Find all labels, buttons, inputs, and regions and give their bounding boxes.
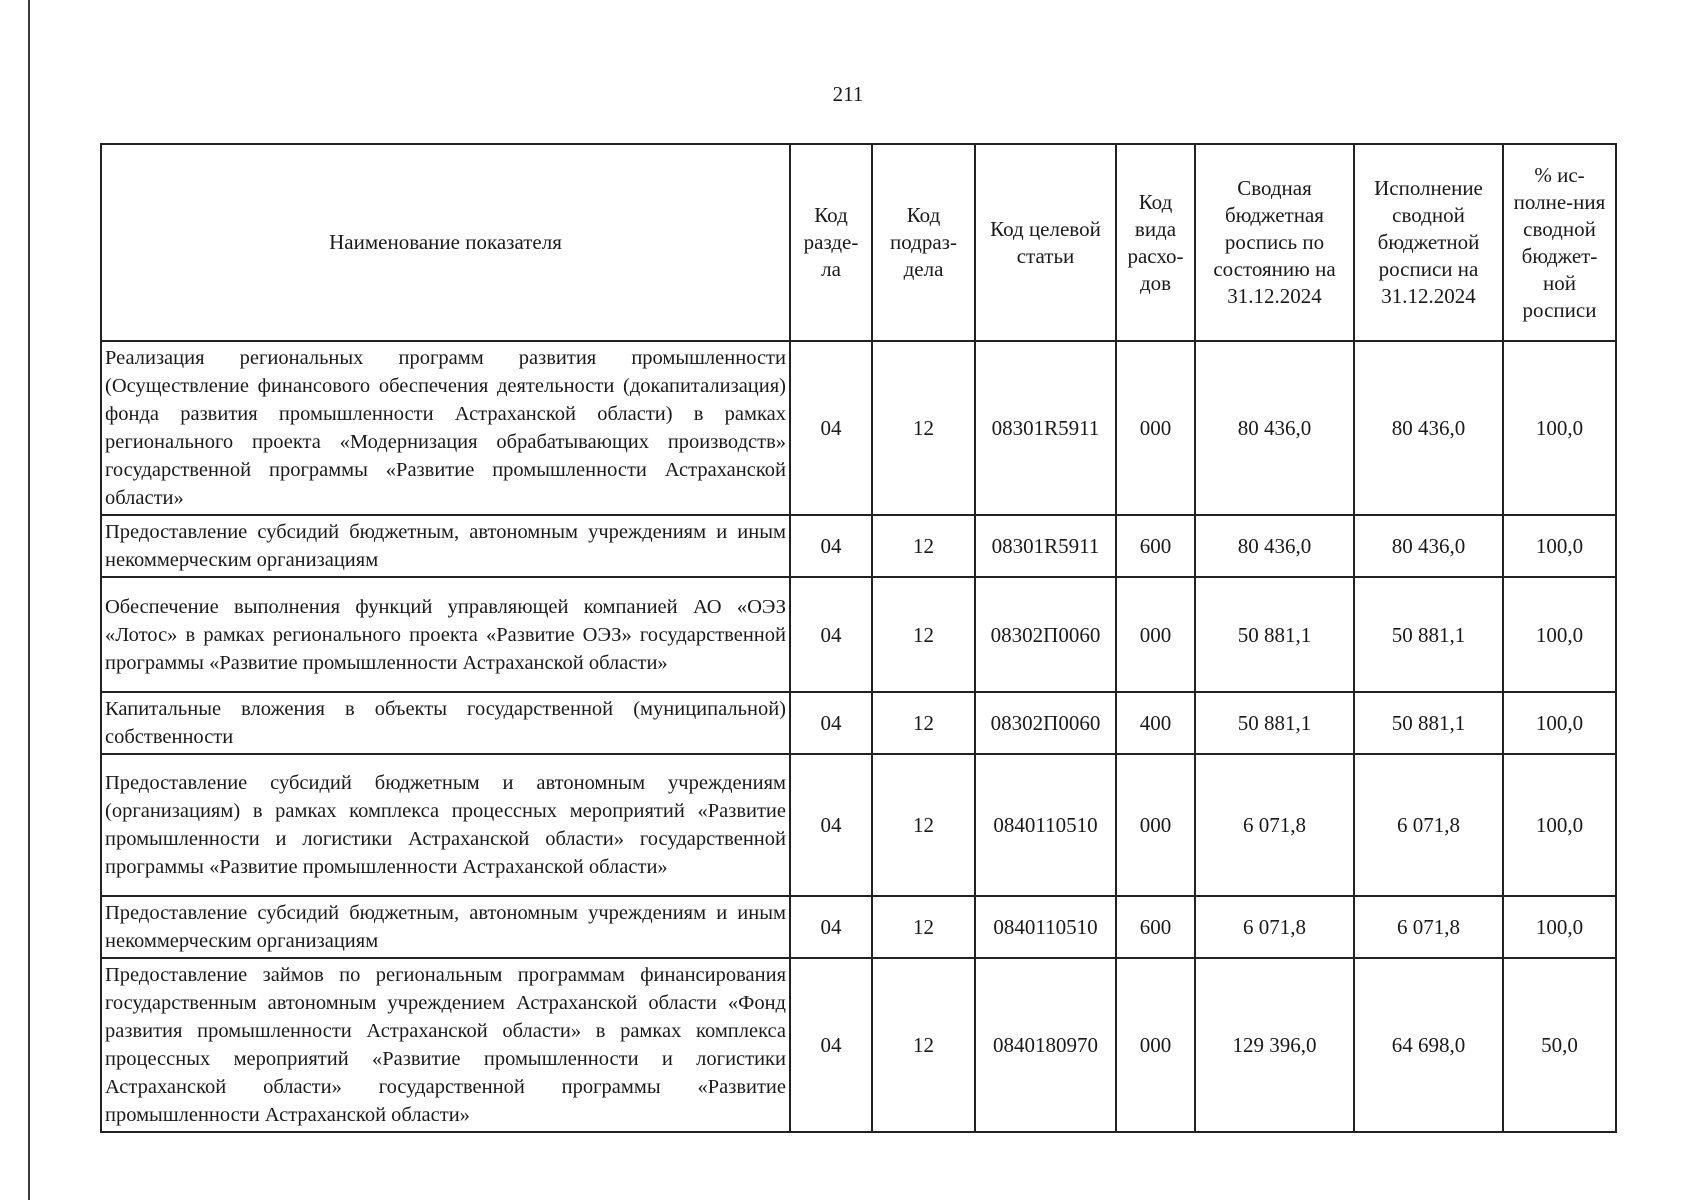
table-row	[101, 515, 1616, 577]
row-section-code: 04	[790, 754, 872, 896]
page-number: 211	[832, 82, 864, 106]
row-planned-value: 80 436,0	[1195, 515, 1354, 577]
row-subsection-code: 12	[872, 577, 975, 692]
row-expense-type-code: 000	[1116, 341, 1195, 515]
row-percent-value: 50,0	[1503, 958, 1616, 1132]
table-header-row	[101, 144, 1616, 341]
header-executed-budget: Исполнение сводной бюджетной росписи на 31.12.2024	[1354, 144, 1503, 341]
row-percent-value: 100,0	[1503, 692, 1616, 754]
row-expense-type-code: 400	[1116, 692, 1195, 754]
row-subsection-code: 12	[872, 692, 975, 754]
header-target-code: Код целевой статьи	[975, 144, 1116, 341]
header-execution-percent: % ис-полне-ния сводной бюджет-ной росписи	[1503, 144, 1616, 341]
row-executed-value: 64 698,0	[1354, 958, 1503, 1132]
row-executed-value: 50 881,1	[1354, 577, 1503, 692]
row-subsection-code: 12	[872, 958, 975, 1132]
row-indicator-name: Реализация региональных программ развития промышленности (Осуществление финансового обеспечения деятельности (докапитализация) фонда развития промышленности Астраханской области) в рамках регионального проекта «Модернизация обрабатывающих производств» государственной программы «Развитие промышленности Астраханской области»	[101, 341, 790, 515]
table-row	[101, 577, 1616, 692]
row-planned-value: 50 881,1	[1195, 577, 1354, 692]
row-executed-value: 80 436,0	[1354, 515, 1503, 577]
header-indicator-name: Наименование показателя	[101, 144, 790, 341]
row-indicator-name: Капитальные вложения в объекты государственной (муниципальной) собственности	[101, 692, 790, 754]
row-indicator-name: Предоставление субсидий бюджетным и автономным учреждениям (организациям) в рамках комплекса процессных мероприятий «Развитие промышленности и логистики Астраханской области» государственной программы «Развитие промышленности Астраханской области»	[101, 754, 790, 896]
row-executed-value: 50 881,1	[1354, 692, 1503, 754]
header-expense-type-code: Код вида расхо-дов	[1116, 144, 1195, 341]
row-executed-value: 80 436,0	[1354, 341, 1503, 515]
row-percent-value: 100,0	[1503, 341, 1616, 515]
row-percent-value: 100,0	[1503, 515, 1616, 577]
scan-margin-line	[28, 0, 30, 1200]
row-section-code: 04	[790, 958, 872, 1132]
row-planned-value: 50 881,1	[1195, 692, 1354, 754]
row-section-code: 04	[790, 577, 872, 692]
row-subsection-code: 12	[872, 754, 975, 896]
row-expense-type-code: 000	[1116, 577, 1195, 692]
row-planned-value: 129 396,0	[1195, 958, 1354, 1132]
row-subsection-code: 12	[872, 896, 975, 958]
row-target-code: 0840180970	[975, 958, 1116, 1132]
row-percent-value: 100,0	[1503, 896, 1616, 958]
table-row	[101, 692, 1616, 754]
row-expense-type-code: 600	[1116, 515, 1195, 577]
row-expense-type-code: 600	[1116, 896, 1195, 958]
row-executed-value: 6 071,8	[1354, 896, 1503, 958]
row-target-code: 08302П0060	[975, 577, 1116, 692]
row-section-code: 04	[790, 692, 872, 754]
row-subsection-code: 12	[872, 341, 975, 515]
table-row	[101, 896, 1616, 958]
row-target-code: 0840110510	[975, 754, 1116, 896]
header-subsection-code: Код подраз-дела	[872, 144, 975, 341]
header-section-code: Код разде-ла	[790, 144, 872, 341]
row-percent-value: 100,0	[1503, 754, 1616, 896]
row-expense-type-code: 000	[1116, 754, 1195, 896]
row-indicator-name: Предоставление субсидий бюджетным, автономным учреждениям и иным некоммерческим организациям	[101, 515, 790, 577]
row-executed-value: 6 071,8	[1354, 754, 1503, 896]
row-indicator-name: Предоставление субсидий бюджетным, автономным учреждениям и иным некоммерческим организациям	[101, 896, 790, 958]
table-row	[101, 341, 1616, 515]
row-target-code: 08301R5911	[975, 515, 1116, 577]
row-planned-value: 6 071,8	[1195, 896, 1354, 958]
row-section-code: 04	[790, 896, 872, 958]
row-subsection-code: 12	[872, 515, 975, 577]
budget-table	[100, 143, 1617, 1133]
row-percent-value: 100,0	[1503, 577, 1616, 692]
row-expense-type-code: 000	[1116, 958, 1195, 1132]
row-planned-value: 6 071,8	[1195, 754, 1354, 896]
row-indicator-name: Предоставление займов по региональным программам финансирования государственным автономным учреждением Астраханской области «Фонд развития промышленности Астраханской области» в рамках комплекса процессных мероприятий «Развитие промышленности и логистики Астраханской области» государственной программы «Развитие промышленности Астраханской области»	[101, 958, 790, 1132]
row-target-code: 08302П0060	[975, 692, 1116, 754]
row-indicator-name: Обеспечение выполнения функций управляющей компанией АО «ОЭЗ «Лотос» в рамках регионального проекта «Развитие ОЭЗ» государственной программы «Развитие промышленности Астраханской области»	[101, 577, 790, 692]
header-planned-budget: Сводная бюджетная роспись по состоянию на 31.12.2024	[1195, 144, 1354, 341]
row-section-code: 04	[790, 341, 872, 515]
table-row	[101, 958, 1616, 1132]
table-row	[101, 754, 1616, 896]
row-planned-value: 80 436,0	[1195, 341, 1354, 515]
row-target-code: 08301R5911	[975, 341, 1116, 515]
row-section-code: 04	[790, 515, 872, 577]
row-target-code: 0840110510	[975, 896, 1116, 958]
